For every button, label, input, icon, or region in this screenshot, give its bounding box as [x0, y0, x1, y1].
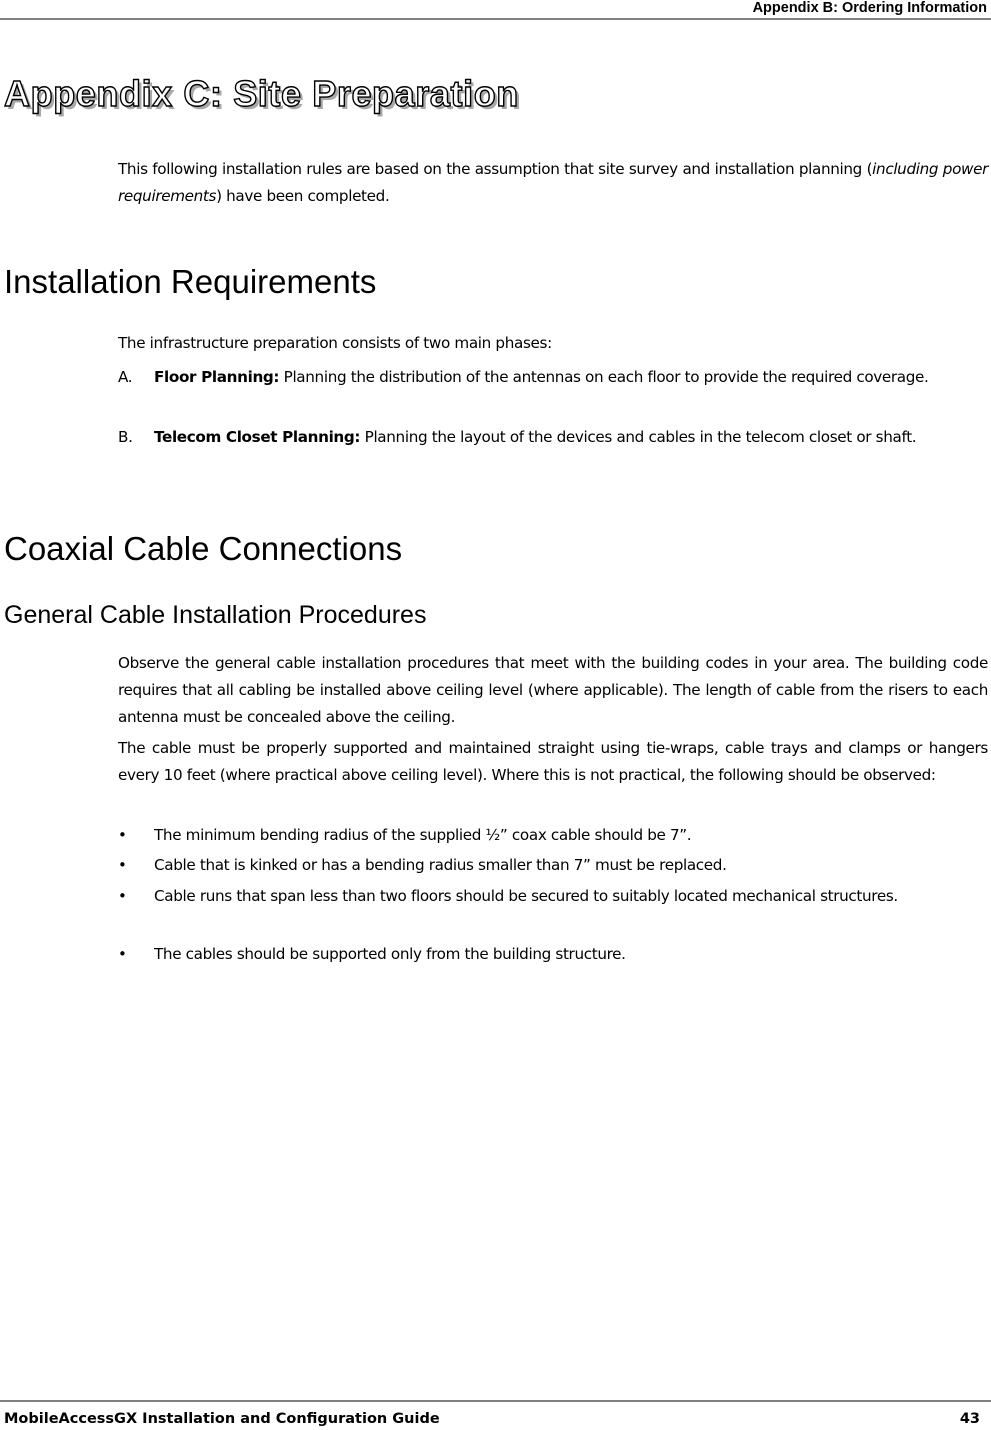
phase-item-floor-planning: [118, 364, 988, 391]
header-rule: [0, 18, 991, 20]
bullet-icon: •: [118, 826, 127, 844]
bullet-item-building-structure: [118, 941, 988, 968]
phase-term: Floor Planning:: [154, 368, 280, 386]
bullet-item-bending-radius: [118, 822, 988, 849]
phases-lead: The infrastructure preparation consists of two main phases:: [118, 334, 552, 352]
intro-text-end: ) have been completed.: [216, 187, 390, 205]
intro-text-start: This following installation rules are based on the assumption that site survey and installation planning (: [118, 160, 873, 178]
installation-requirements-heading: Installation Requirements: [4, 263, 377, 300]
appendix-title: Appendix C: Site Preparation: [4, 73, 519, 114]
bullet-icon: •: [118, 945, 127, 963]
intro-paragraph: [118, 156, 988, 210]
coaxial-cable-connections-heading: Coaxial Cable Connections: [4, 530, 403, 567]
phase-marker: A.: [118, 368, 133, 386]
bullet-item-kinked-cable: [118, 852, 988, 879]
phase-item-telecom-closet-planning: [118, 424, 988, 451]
bullet-text: Cable that is kinked or has a bending radius smaller than 7” must be replaced.: [154, 856, 727, 874]
footer-rule: [0, 1400, 991, 1402]
intro-emphasis: including power requirements: [118, 160, 989, 205]
bullet-text: The cables should be supported only from the building structure.: [154, 945, 626, 963]
page-number: 43: [959, 1411, 980, 1427]
phase-text: Planning the layout of the devices and cables in the telecom closet or shaft.: [360, 428, 917, 446]
phase-marker: B.: [118, 428, 133, 446]
phase-text: Planning the distribution of the antennas on each floor to provide the required coverage.: [279, 368, 929, 386]
general-cable-installation-heading: General Cable Installation Procedures: [4, 601, 427, 629]
bullet-item-cable-runs: [118, 885, 988, 908]
bullet-icon: •: [118, 856, 127, 874]
running-header: Appendix B: Ordering Information: [752, 0, 987, 16]
cable-support-paragraph: The cable must be properly supported and maintained straight using tie-wraps, cable trays and clamps or hangers every 10 feet (where practical above ceiling level). Where this is not practical, the following should be observed:: [118, 739, 988, 784]
running-footer: MobileAccessGX Installation and Configuration Guide: [4, 1411, 440, 1427]
bullet-icon: •: [118, 887, 127, 905]
phase-term: Telecom Closet Planning:: [154, 428, 361, 446]
cable-procedures-paragraph: Observe the general cable installation procedures that meet with the building codes in your area. The building code requires that all cabling be installed above ceiling level (where applicable). The length of cable from the risers to each antenna must be concealed above the ceiling.: [118, 654, 988, 726]
bullet-text: The minimum bending radius of the supplied ½” coax cable should be 7”.: [154, 826, 692, 844]
bullet-text: Cable runs that span less than two floors should be secured to suitably located mechanical structures.: [154, 887, 898, 905]
